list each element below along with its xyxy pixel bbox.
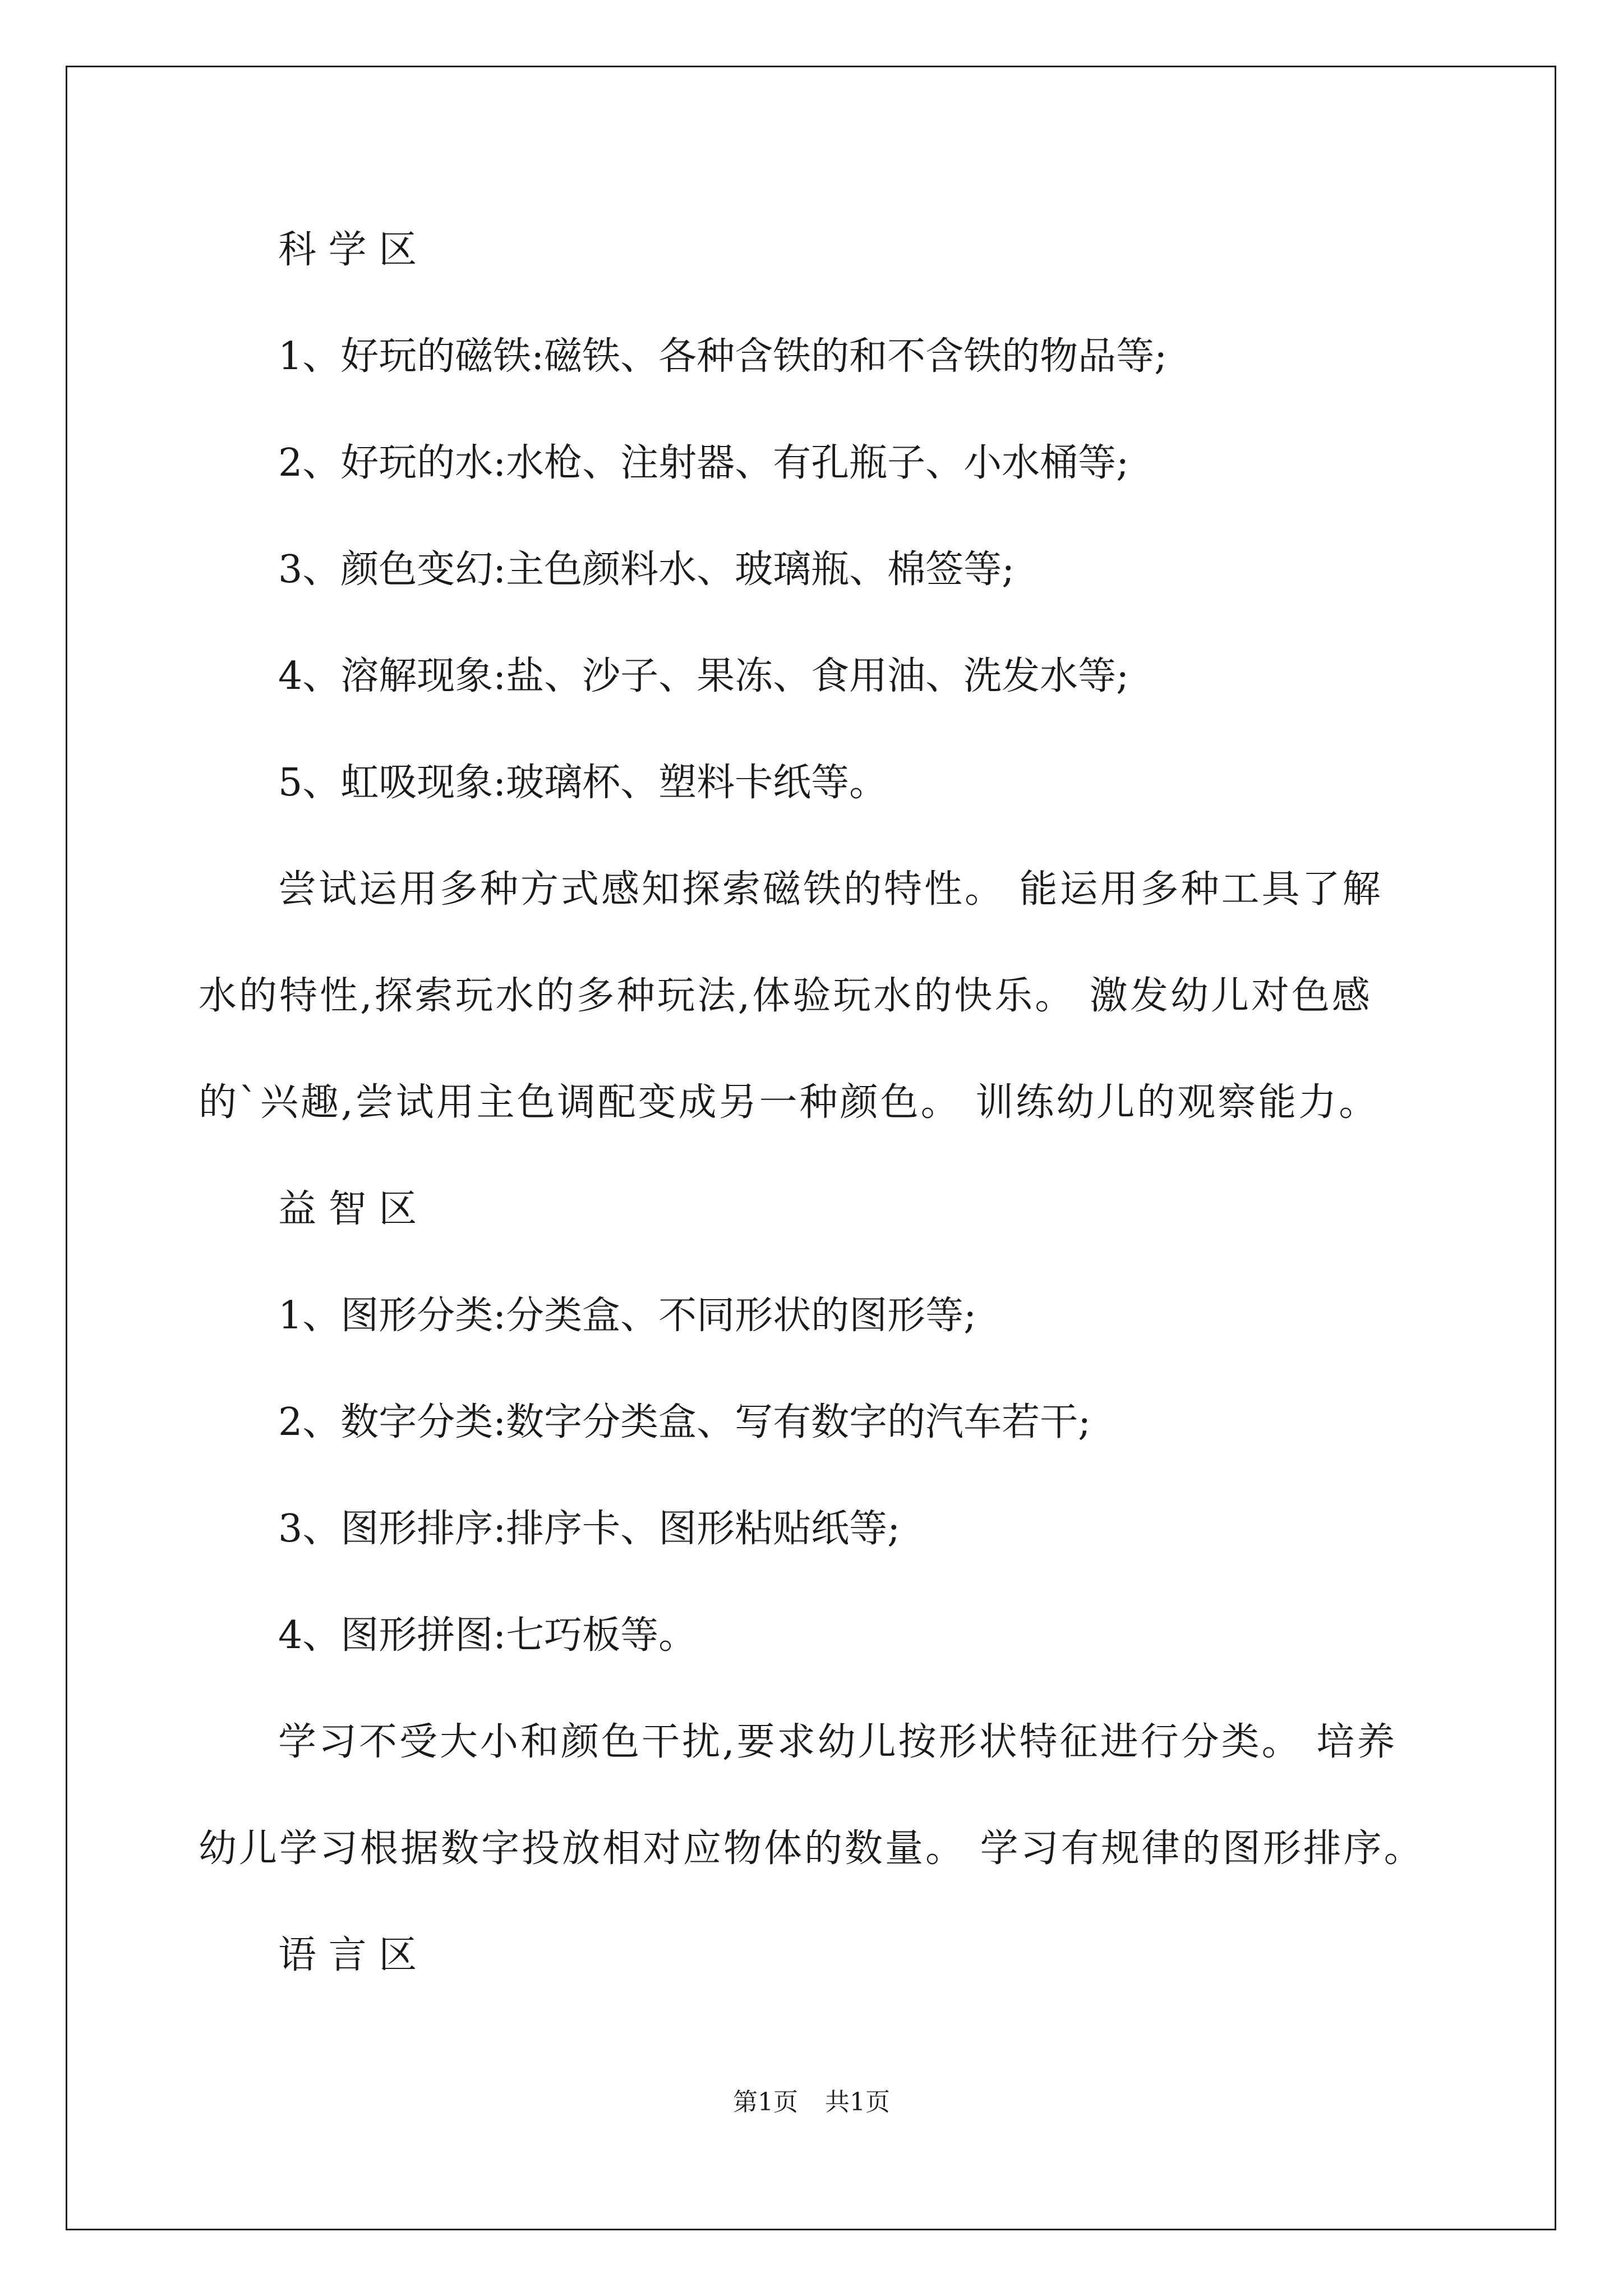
paragraph-line: 学习不受大小和颜色干扰,要求幼儿按形状特征进行分类。 培养 [278, 1720, 1398, 1764]
section-heading-language: 语 言 区 [278, 1933, 417, 1977]
list-item: 3、颜色变幻:主色颜料水、玻璃瓶、棉签等; [278, 547, 1015, 592]
page-total: 共1页 [825, 2088, 890, 2116]
list-item: 3、图形排序:排序卡、图形粘贴纸等; [278, 1507, 901, 1551]
page-footer [0, 2090, 1623, 2115]
paragraph-line: 水的特性,探索玩水的多种玩法,体验玩水的快乐。 激发幼儿对色感 [199, 974, 1372, 1018]
paragraph-line: 的`兴趣,尝试用主色调配变成另一种颜色。 训练幼儿的观察能力。 [199, 1080, 1380, 1125]
paragraph-line: 幼儿学习根据数字投放相对应物体的数量。 学习有规律的图形排序。 [199, 1826, 1424, 1871]
list-item: 4、图形拼图:七巧板等。 [278, 1613, 697, 1658]
list-item: 2、数字分类:数字分类盒、写有数字的汽车若干; [278, 1400, 1091, 1444]
section-heading-science: 科 学 区 [278, 228, 417, 272]
paragraph-line: 尝试运用多种方式感知探索磁铁的特性。 能运用多种工具了解 [278, 867, 1383, 912]
list-item: 1、好玩的磁铁:磁铁、各种含铁的和不含铁的物品等; [278, 334, 1168, 379]
list-item: 5、虹吸现象:玻璃杯、塑料卡纸等。 [278, 761, 888, 805]
page-number: 第1页 [733, 2088, 798, 2116]
list-item: 1、图形分类:分类盒、不同形状的图形等; [278, 1294, 977, 1338]
list-item: 2、好玩的水:水枪、注射器、有孔瓶子、小水桶等; [278, 441, 1129, 485]
section-heading-puzzle: 益 智 区 [278, 1187, 417, 1231]
page-border [66, 66, 1556, 2230]
list-item: 4、溶解现象:盐、沙子、果冻、食用油、洗发水等; [278, 654, 1129, 698]
